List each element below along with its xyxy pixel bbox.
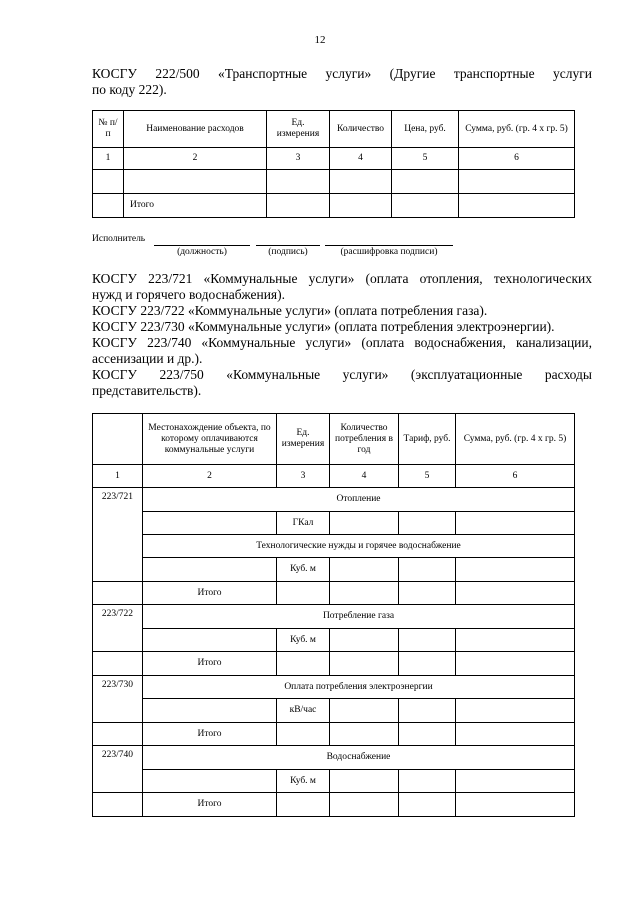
decode-caption: (расшифровка подписи) xyxy=(340,247,438,257)
column-number-row xyxy=(93,148,575,170)
table-header-row xyxy=(93,414,575,465)
kosgu-code: 223/721 xyxy=(93,488,143,582)
col-header-name: Наименование расходов xyxy=(124,111,267,148)
table-row xyxy=(93,512,575,535)
column-number: 2 xyxy=(143,465,277,488)
subgroup-title: Технологические нужды и горячее водоснабжение xyxy=(143,535,575,558)
table-header-row xyxy=(93,111,575,148)
position-caption: (должность) xyxy=(177,247,227,257)
column-number: 1 xyxy=(93,465,143,488)
position-line xyxy=(154,245,250,246)
table-row xyxy=(93,558,575,582)
signature-block xyxy=(92,234,592,264)
col-header-sum: Сумма, руб. (гр. 4 x гр. 5) xyxy=(456,414,575,465)
table-row xyxy=(93,699,575,723)
column-number: 5 xyxy=(392,148,459,170)
kosgu-740-line-1: КОСГУ 223/740 «Коммунальные услуги» (оплата водоснабжения, канализации, xyxy=(92,335,592,350)
kosgu-721-line-2: нужд и горячего водоснабжения). xyxy=(92,287,285,302)
total-label: Итого xyxy=(143,652,277,676)
kosgu-722: КОСГУ 223/722 «Коммунальные услуги» (оплата потребления газа). xyxy=(92,303,488,318)
group-title-row xyxy=(93,488,575,512)
table-row xyxy=(93,170,575,194)
total-row xyxy=(93,723,575,746)
intro-line-1: КОСГУ 222/500 «Транспортные услуги» (Другие транспортные услуги xyxy=(92,66,592,81)
col-header-quantity: Количество xyxy=(330,111,392,148)
total-label: Итого xyxy=(143,723,277,746)
column-number: 4 xyxy=(330,465,399,488)
kosgu-code: 223/722 xyxy=(93,605,143,652)
kosgu-code: 223/730 xyxy=(93,676,143,723)
column-number: 5 xyxy=(399,465,456,488)
group-title: Потребление газа xyxy=(143,605,575,629)
utilities-table xyxy=(92,413,575,817)
group-title-row xyxy=(93,746,575,770)
unit-cell: Куб. м xyxy=(277,629,330,652)
col-header-number: № п/п xyxy=(93,111,124,148)
kosgu-750-line-2: представительств). xyxy=(92,383,202,398)
table-row xyxy=(93,629,575,652)
column-number: 3 xyxy=(277,465,330,488)
group-title-row xyxy=(93,605,575,629)
unit-cell: ГКал xyxy=(277,512,330,535)
col-header-tariff: Тариф, руб. xyxy=(399,414,456,465)
col-header-price: Цена, руб. xyxy=(392,111,459,148)
kosgu-750-line-1: КОСГУ 223/750 «Коммунальные услуги» (эксплуатационные расходы xyxy=(92,367,592,382)
total-row xyxy=(93,194,575,218)
col-header-sum: Сумма, руб. (гр. 4 x гр. 5) xyxy=(459,111,575,148)
sign-caption: (подпись) xyxy=(268,247,308,257)
kosgu-721-line-1: КОСГУ 223/721 «Коммунальные услуги» (оплата отопления, технологических xyxy=(92,271,592,286)
column-number: 4 xyxy=(330,148,392,170)
column-number: 6 xyxy=(456,465,575,488)
column-number: 1 xyxy=(93,148,124,170)
total-row xyxy=(93,793,575,817)
intro-line-2: по коду 222). xyxy=(92,82,167,97)
kosgu-740-line-2: ассенизации и др.). xyxy=(92,351,203,366)
col-header-consumption: Количество потребления в год xyxy=(330,414,399,465)
col-header-code xyxy=(93,414,143,465)
subgroup-title-row xyxy=(93,535,575,558)
unit-cell: Куб. м xyxy=(277,770,330,793)
group-title: Оплата потребления электроэнергии xyxy=(143,676,575,699)
total-row xyxy=(93,652,575,676)
total-row xyxy=(93,582,575,605)
intro-paragraph xyxy=(92,66,592,98)
utilities-paragraphs xyxy=(92,271,592,399)
column-number: 6 xyxy=(459,148,575,170)
page-number: 12 xyxy=(314,34,326,46)
column-number-row xyxy=(93,465,575,488)
column-number: 3 xyxy=(267,148,330,170)
table-row xyxy=(93,770,575,793)
unit-cell: кВ/час xyxy=(277,699,330,723)
unit-cell: Куб. м xyxy=(277,558,330,582)
col-header-location: Местонахождение объекта, по которому оплачиваются коммунальные услуги xyxy=(143,414,277,465)
col-header-unit: Ед. измерения xyxy=(277,414,330,465)
col-header-unit: Ед. измерения xyxy=(267,111,330,148)
total-label: Итого xyxy=(143,582,277,605)
total-label: Итого xyxy=(143,793,277,817)
column-number: 2 xyxy=(124,148,267,170)
group-title: Водоснабжение xyxy=(143,746,575,770)
sign-line xyxy=(256,245,320,246)
group-title: Отопление xyxy=(143,488,575,512)
transport-expenses-table xyxy=(92,110,575,218)
kosgu-code: 223/740 xyxy=(93,746,143,793)
decode-line xyxy=(325,245,453,246)
executor-label: Исполнитель xyxy=(92,234,146,244)
kosgu-730: КОСГУ 223/730 «Коммунальные услуги» (оплата потребления электроэнергии). xyxy=(92,319,555,334)
group-title-row xyxy=(93,676,575,699)
total-label: Итого xyxy=(124,194,267,218)
